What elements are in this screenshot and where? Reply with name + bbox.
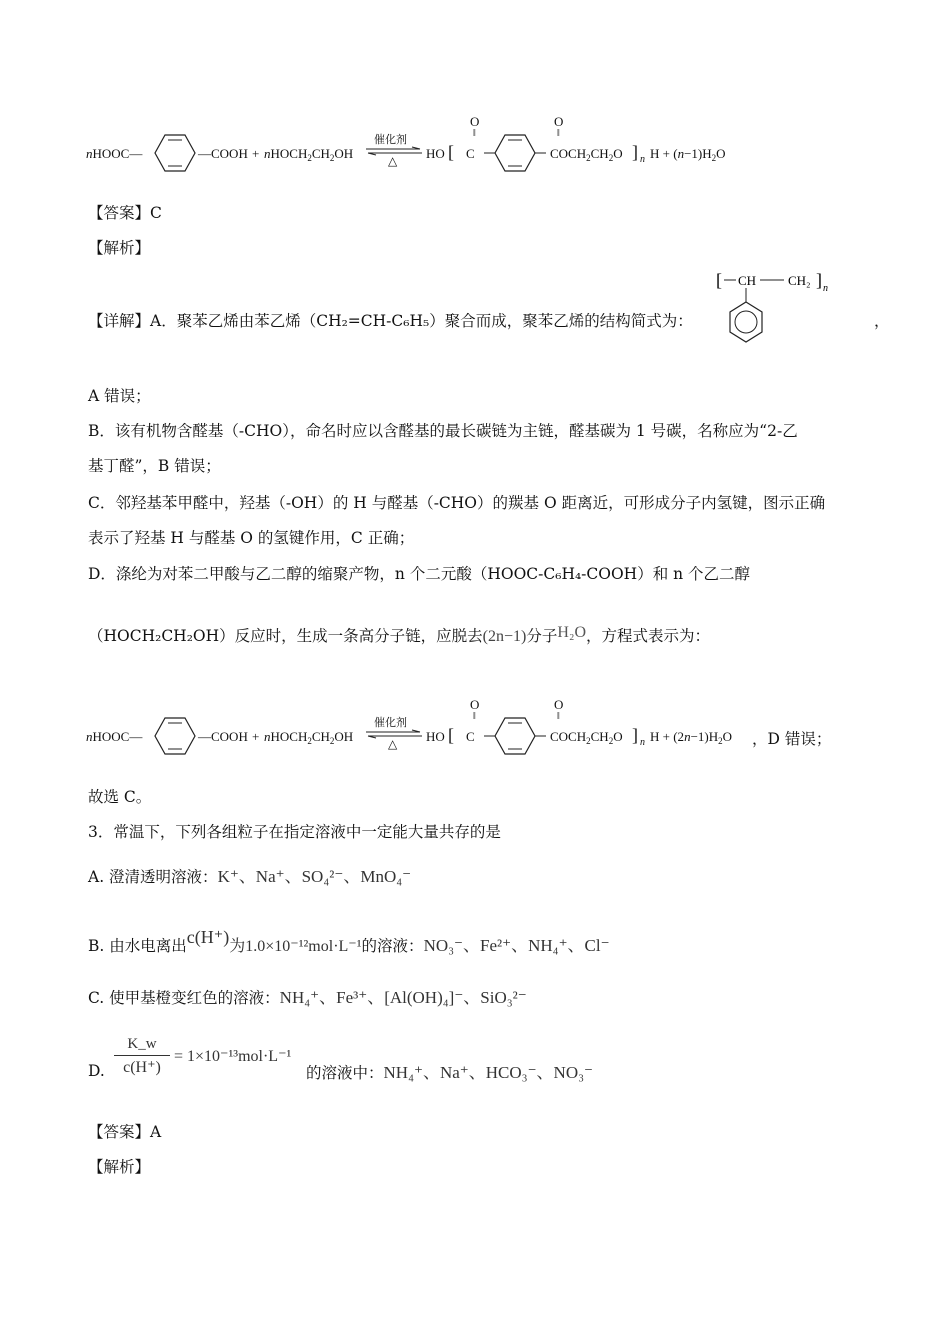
option-d-value: = 1×10⁻¹³mol·L⁻¹ (174, 1048, 292, 1065)
reactant-cooh: —COOH (198, 146, 248, 161)
reactant-ethylene-glycol: $nHOCH_2CH_2OH$ (264, 729, 354, 746)
option-a-label: A. 澄清透明溶液： (88, 868, 218, 886)
benzene-ring-icon (154, 717, 196, 755)
option-b-tail: 的溶液： (361, 937, 424, 955)
svg-text:[: [ (716, 270, 722, 290)
carbonyl-carbon: C (466, 146, 475, 161)
conclusion: 故选 C。 (88, 788, 152, 806)
reactant-terephthalic-acid: nHOOC— (86, 146, 143, 161)
fraction-numerator: K_w (127, 1036, 157, 1052)
double-bond: ‖ (557, 711, 560, 722)
option-d-fraction (114, 1034, 170, 1079)
option-b-value: 为1.0×10⁻¹²mol·L⁻¹ (229, 938, 362, 955)
catalyst-label: 催化剂 (374, 717, 407, 729)
answer-label: 【答案】 (88, 1123, 151, 1141)
answer-value: C (150, 204, 162, 222)
detail-d-text-c: ，方程式表示为： (586, 627, 711, 645)
ps-n: n (823, 283, 828, 294)
analysis-label: 【解析】 (88, 1158, 151, 1176)
reaction-equation-1 (86, 110, 766, 170)
analysis-line-1 (88, 237, 150, 259)
detail-d-end: ，D 错误； (752, 730, 832, 748)
reactant-cooh: —COOH (198, 729, 248, 744)
detail-a-wrong: A 错误； (88, 387, 151, 405)
option-d (88, 1060, 105, 1082)
double-bond: ‖ (557, 128, 560, 139)
product-water: $H + (2n-1)H_2O$ (650, 729, 733, 746)
heat-symbol: △ (388, 154, 398, 168)
answer-value: A (150, 1123, 162, 1141)
option-d-sentence (306, 1062, 593, 1084)
repeat-n: n (640, 737, 645, 748)
option-c (88, 987, 527, 1009)
detail-c-line1: C．邻羟基苯甲醛中，羟基（-OH）的 H 与醛基（-CHO）的羰基 O 距离近，可形成分子内氢键，图示正确 (88, 494, 826, 512)
ps-ch: CH (738, 273, 757, 288)
bracket-left: [ (448, 142, 454, 162)
detail-a-end: ， (874, 312, 890, 330)
answer-line-1 (88, 202, 162, 224)
ester-chain: $COCH_2CH_2O$ (550, 146, 623, 163)
carbonyl-oxygen: O (470, 697, 480, 712)
fraction-denominator: c(H⁺) (123, 1059, 161, 1076)
ester-oxygen: O (554, 697, 564, 712)
detail-d-line1: D．涤纶为对苯二甲酸与乙二醇的缩聚产物，n 个二元酸（HOOC-C₆H₄-COOH）和 n 个乙二醇 (88, 565, 751, 583)
detail-d-text-b: 分子 (526, 627, 558, 645)
benzene-ring-icon (154, 134, 196, 172)
product-ho: HO (426, 729, 445, 744)
water-formula: H₂O (557, 624, 587, 641)
answer-label: 【答案】 (88, 204, 151, 222)
detail-d-text-a: （HOCH₂CH₂OH）反应时，生成一条高分子链，应脱去 (88, 627, 483, 645)
reaction-equation-2 (86, 693, 832, 753)
detail-d-line2 (88, 622, 710, 648)
detail-c-line2: 表示了羟基 H 与醛基 O 的氢键作用，C 正确； (88, 529, 415, 547)
detail-label: 【详解】 (88, 312, 151, 330)
plus-sign: + (252, 729, 260, 744)
detail-b-line1: B．该有机物含醛基（-CHO），命名时应以含醛基的最长碳链为主链，醛基碳为 1 号碳，名称应为“2-乙 (88, 422, 798, 440)
benzene-ring-icon (494, 717, 536, 755)
option-b (88, 926, 610, 958)
fraction-bar (114, 1055, 170, 1056)
double-bond: ‖ (473, 128, 476, 139)
option-d-tail: 的溶液中： (306, 1064, 384, 1082)
question-3-stem: 3．常温下，下列各组粒子在指定溶液中一定能大量共存的是 (88, 823, 501, 841)
carbonyl-carbon: C (466, 729, 475, 744)
option-a (88, 866, 411, 888)
option-d-label: D. (88, 1062, 105, 1080)
option-c-label: C. 使甲基橙变红色的溶液： (88, 989, 280, 1007)
polystyrene-structure (716, 262, 866, 362)
answer-line-3 (88, 1121, 161, 1143)
plus-sign: + (252, 146, 260, 161)
double-bond: ‖ (473, 711, 476, 722)
svg-text:]: ] (816, 270, 822, 290)
bracket-left: [ (448, 725, 454, 745)
product-water: $H + (n-1)H_2O$ (650, 146, 726, 163)
repeat-n: n (640, 154, 645, 165)
reactant-terephthalic-acid: nHOOC— (86, 729, 143, 744)
heat-symbol: △ (388, 737, 398, 751)
carbonyl-oxygen: O (470, 114, 480, 129)
detail-b-line2: 基丁醛”，B 错误； (88, 457, 221, 475)
option-c-ions: NH₄⁺、Fe³⁺、[Al(OH)₄]⁻、SiO₃²⁻ (279, 988, 527, 1007)
analysis-label: 【解析】 (88, 239, 151, 257)
ester-oxygen: O (554, 114, 564, 129)
option-b-label: B. 由水电离出 (88, 937, 187, 955)
detail-a-text: A．聚苯乙烯由苯乙烯（CH₂=CH-C₆H₅）聚合而成，聚苯乙烯的结构简式为： (150, 312, 693, 330)
catalyst-label: 催化剂 (374, 134, 407, 146)
analysis-line-3 (88, 1156, 150, 1178)
molecule-count: (2n−1) (482, 628, 527, 645)
ps-ch2: CH₂ (788, 273, 811, 288)
option-a-ions: K⁺、Na⁺、SO₄²⁻、MnO₄⁻ (217, 867, 412, 886)
ester-chain: $COCH_2CH_2O$ (550, 729, 623, 746)
product-ho: HO (426, 146, 445, 161)
bracket-right: ] (632, 142, 638, 162)
bracket-right: ] (632, 725, 638, 745)
option-b-expr: c(H⁺) (186, 927, 230, 947)
option-d-ions: NH₄⁺、Na⁺、HCO₃⁻、NO₃⁻ (383, 1063, 594, 1082)
option-b-ions: NO₃⁻、Fe²⁺、NH₄⁺、Cl⁻ (423, 936, 610, 955)
benzene-ring-icon (494, 134, 536, 172)
detail-a (88, 310, 693, 332)
reactant-ethylene-glycol: $nHOCH_2CH_2OH$ (264, 146, 354, 163)
